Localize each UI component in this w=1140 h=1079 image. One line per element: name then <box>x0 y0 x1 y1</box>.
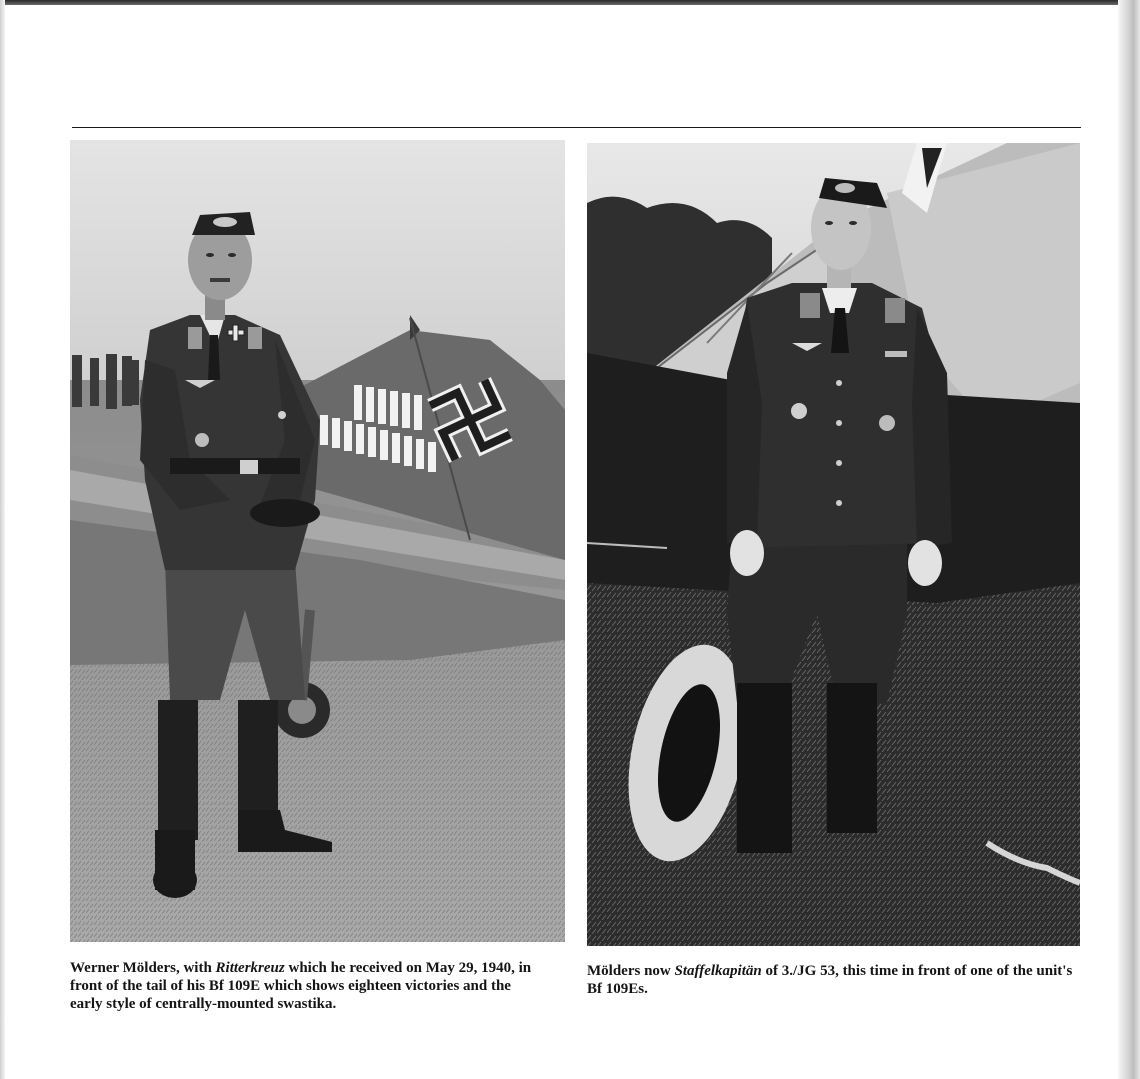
caption-right-italic: Staffelkapitän <box>674 963 762 979</box>
caption-left <box>70 959 540 1013</box>
header-rule <box>72 127 1081 128</box>
caption-left-text-1: Werner Mölders, with <box>70 960 216 976</box>
caption-left-italic: Ritterkreuz <box>215 960 285 976</box>
photo-molders-staffelkapitan <box>587 143 1080 946</box>
caption-right-text-1: Mölders now <box>587 963 675 979</box>
scan-top-edge <box>0 0 1140 5</box>
caption-right <box>587 962 1077 998</box>
photo-molders-tail <box>70 140 565 942</box>
scan-left-edge <box>0 0 5 1079</box>
caption-right-text-2: of 3./JG 53, this time in front of one of the unit's Bf 109Es. <box>587 963 1073 997</box>
scan-right-edge <box>1118 0 1140 1079</box>
caption-left-text-2: which he received on May 29, 1940, in front of the tail of his Bf 109E which shows eighteen victories and the early style of centrally-mounted swastika. <box>70 960 532 1012</box>
